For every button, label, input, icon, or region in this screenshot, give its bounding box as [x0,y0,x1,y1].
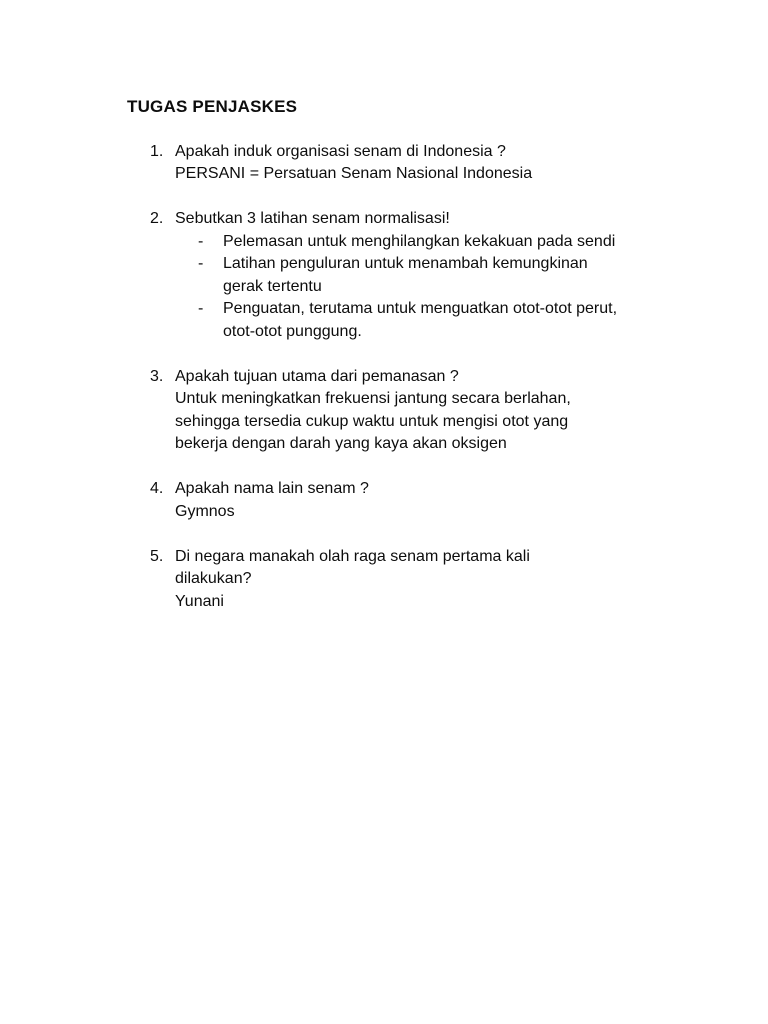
bullet-body [223,253,718,298]
item-body [175,208,718,343]
list-item [150,478,718,523]
text-line: Latihan penguluran untuk menambah kemungkinan [223,255,588,272]
bullet-item [198,253,718,298]
item-number: 5. [150,547,164,565]
text-line: dilakukan? [175,570,252,587]
text-line: Apakah induk organisasi senam di Indonesia ? [175,142,506,160]
item-number: 3. [150,367,164,385]
text-line: otot-otot punggung. [223,322,362,340]
item-body [175,546,718,614]
list-item [150,141,718,186]
bullet-item [198,298,718,343]
dash-marker: - [198,255,204,272]
item-body [175,366,718,456]
text-line: Apakah tujuan utama dari pemanasan ? [175,367,459,385]
list-item [150,208,718,343]
item-number: 2. [150,210,164,227]
question-list [127,141,718,614]
text-line: PERSANI = Persatuan Senam Nasional Indonesia [175,165,533,182]
text-line: Gymnos [175,502,235,520]
text-line: gerak tertentu [223,277,322,295]
bullet-body [223,298,718,343]
item-body [175,478,718,523]
text-line: Yunani [175,592,224,610]
document-title: TUGAS PENJASKES [127,97,298,116]
bullet-item [198,231,718,254]
bullet-body [223,231,718,254]
list-item [150,546,718,614]
text-line: Sebutkan 3 latihan senam normalisasi! [175,210,450,227]
item-number: 4. [150,480,164,497]
text-line: Apakah nama lain senam ? [175,480,369,497]
text-line: Di negara manakah olah raga senam pertama kali [175,547,530,565]
text-line: Penguatan, terutama untuk menguatkan otot-otot perut, [223,300,618,317]
list-item [150,366,718,456]
text-line: Untuk meningkatkan frekuensi jantung secara berlahan, [175,390,571,407]
text-line: Pelemasan untuk menghilangkan kekakuan pada sendi [223,232,616,250]
text-line: sehingga tersedia cukup waktu untuk mengisi otot yang [175,412,569,430]
dash-marker: - [198,300,204,317]
item-number: 1. [150,142,164,160]
dash-marker: - [198,232,204,250]
item-body [175,141,718,186]
text-line: bekerja dengan darah yang kaya akan oksigen [175,435,507,452]
